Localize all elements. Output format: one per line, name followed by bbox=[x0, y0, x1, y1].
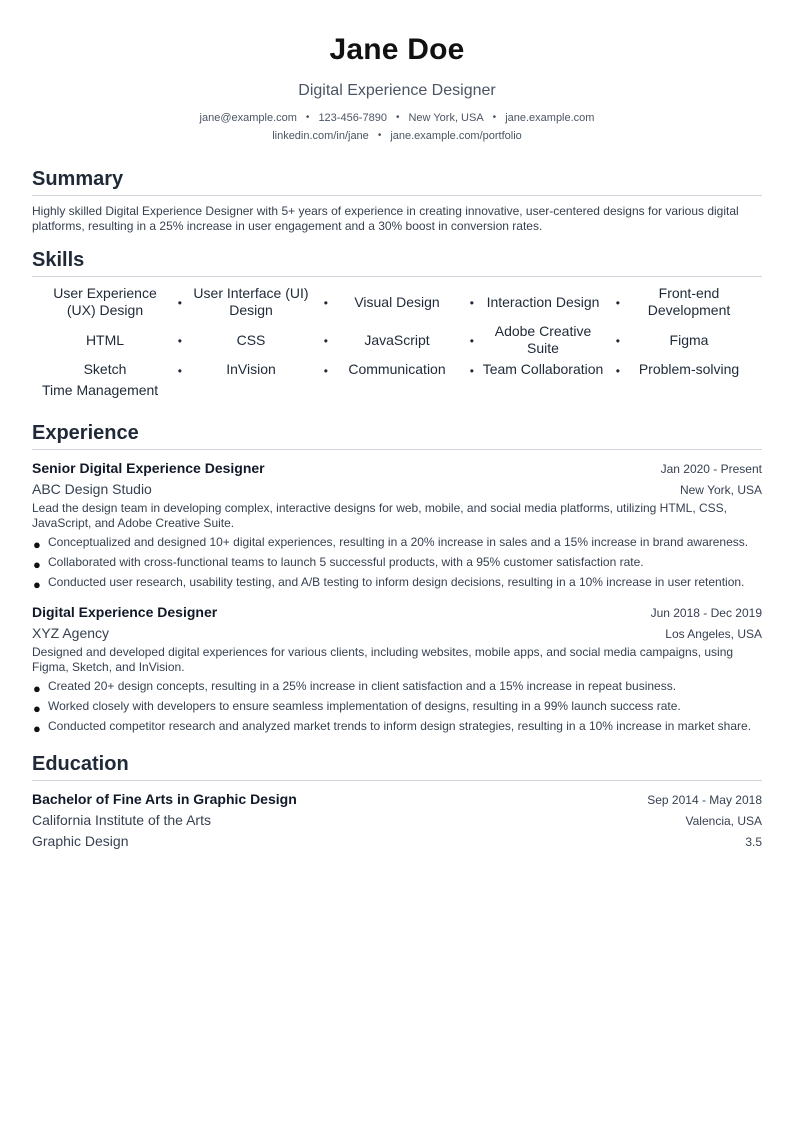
bullet-icon: ● bbox=[33, 577, 41, 592]
job-description: Designed and developed digital experiences for various clients, including websites, mobile apps, and social media campaigns, using Figma, Sketch, and InVision. bbox=[32, 645, 734, 674]
skill-label: Communication bbox=[348, 361, 446, 377]
skill-item bbox=[32, 323, 182, 357]
education-section bbox=[32, 752, 762, 850]
job-title: Senior Digital Experience Designer bbox=[32, 460, 265, 476]
job-company-row bbox=[32, 621, 762, 642]
job-bullet-text: Worked closely with developers to ensure seamless implementation of designs, resulting in a 99% launch success rate. bbox=[48, 699, 681, 713]
skill-item bbox=[32, 382, 178, 399]
summary-text: Highly skilled Digital Experience Designer with 5+ years of experience in creating innovative, user-centered designs for various digital platforms, resulting in a 25% increase in user engagement and a 30% boost in conversion rates. bbox=[32, 204, 739, 233]
bullet-icon: • bbox=[323, 296, 328, 311]
skill-item bbox=[616, 323, 762, 357]
skill-label: InVision bbox=[226, 361, 276, 377]
job-bullet-text: Conducted competitor research and analyzed market trends to inform design strategies, resulting in a 10% increase in market share. bbox=[48, 719, 752, 733]
skills-section bbox=[32, 248, 762, 403]
skill-label: User Experience (UX) Design bbox=[53, 285, 157, 318]
job-company: ABC Design Studio bbox=[32, 481, 152, 497]
contact-portfolio[interactable]: jane.example.com/portfolio bbox=[390, 130, 522, 142]
bullet-icon: • bbox=[177, 334, 182, 349]
skill-item bbox=[32, 285, 182, 319]
job-bullets bbox=[32, 535, 762, 590]
skill-label: Front-end Development bbox=[647, 285, 731, 318]
bullet-icon: ● bbox=[33, 721, 41, 736]
job-bullet-text: Collaborated with cross-functional teams to launch 5 successful products, with a 95% customer satisfaction rate. bbox=[48, 555, 644, 569]
education-gpa: 3.5 bbox=[745, 835, 762, 849]
bullet-icon: • bbox=[469, 296, 474, 311]
bullet-icon: ● bbox=[33, 557, 41, 572]
education-degree: Bachelor of Fine Arts in Graphic Design bbox=[32, 791, 297, 807]
education-location: Valencia, USA bbox=[685, 814, 762, 828]
contact-email[interactable]: jane@example.com bbox=[199, 112, 297, 124]
skill-item bbox=[178, 361, 328, 378]
job-header-row bbox=[32, 460, 762, 477]
contact-separator: • bbox=[377, 130, 382, 141]
job-header-row bbox=[32, 604, 762, 621]
contact-separator: • bbox=[395, 112, 400, 123]
skill-label: Time Management bbox=[42, 382, 159, 398]
resume-header bbox=[32, 0, 762, 143]
skill-label: Sketch bbox=[83, 361, 127, 377]
bullet-icon: • bbox=[469, 363, 474, 378]
bullet-icon: • bbox=[323, 334, 328, 349]
summary-section bbox=[32, 167, 762, 234]
education-school: California Institute of the Arts bbox=[32, 812, 211, 828]
skill-label: Figma bbox=[669, 331, 709, 348]
skill-label: Problem-solving bbox=[638, 361, 740, 377]
contact-location: New York, USA bbox=[408, 112, 484, 124]
bullet-icon: • bbox=[323, 363, 328, 378]
bullet-icon: • bbox=[177, 363, 182, 378]
contact-linkedin[interactable]: linkedin.com/in/jane bbox=[272, 130, 369, 142]
skill-label: User Interface (UI) Design bbox=[193, 285, 309, 318]
job-company-row bbox=[32, 477, 762, 498]
summary-heading: Summary bbox=[32, 167, 762, 196]
skill-item bbox=[324, 323, 474, 357]
skill-item bbox=[178, 323, 328, 357]
job-bullet-text: Conceptualized and designed 10+ digital experiences, resulting in a 20% increase in sales and a 15% increase in brand awareness. bbox=[48, 535, 749, 549]
skill-label: Team Collaboration bbox=[482, 361, 604, 377]
education-field: Graphic Design bbox=[32, 833, 129, 849]
job-description: Lead the design team in developing complex, interactive designs for web, mobile, and social media platforms, utilizing HTML, CSS, JavaScript, and Adobe Creative Suite. bbox=[32, 501, 728, 530]
bullet-icon: ● bbox=[33, 701, 41, 716]
job-entry bbox=[32, 460, 762, 590]
contact-website[interactable]: jane.example.com bbox=[505, 112, 595, 124]
skill-label: HTML bbox=[85, 331, 125, 348]
job-location: Los Angeles, USA bbox=[665, 627, 762, 641]
skill-item bbox=[324, 361, 474, 378]
job-dates: Jun 2018 - Dec 2019 bbox=[650, 606, 762, 620]
job-bullet-text: Conducted user research, usability testing, and A/B testing to inform design decisions, resulting in a 10% increase in user retention. bbox=[48, 575, 745, 589]
skill-item bbox=[616, 285, 762, 319]
skill-item bbox=[32, 361, 182, 378]
job-bullet bbox=[32, 699, 762, 714]
bullet-icon: ● bbox=[33, 537, 41, 552]
job-bullet bbox=[32, 719, 762, 734]
job-entry bbox=[32, 604, 762, 734]
skill-item bbox=[470, 285, 620, 319]
bullet-icon: • bbox=[615, 334, 620, 349]
contact-row-secondary bbox=[32, 129, 762, 143]
candidate-title: Digital Experience Designer bbox=[298, 82, 496, 99]
contact-separator: • bbox=[492, 112, 497, 123]
skill-label: CSS bbox=[236, 331, 266, 348]
skill-label: Visual Design bbox=[354, 293, 440, 310]
bullet-icon: • bbox=[615, 363, 620, 378]
experience-section bbox=[32, 421, 762, 734]
bullet-icon: ● bbox=[33, 681, 41, 696]
contact-phone[interactable]: 123-456-7890 bbox=[318, 112, 387, 124]
job-bullet bbox=[32, 679, 762, 694]
education-degree-row bbox=[32, 791, 762, 808]
skill-label: Adobe Creative Suite bbox=[494, 323, 592, 356]
resume-page bbox=[32, 0, 762, 850]
job-title: Digital Experience Designer bbox=[32, 604, 218, 620]
job-bullet bbox=[32, 535, 762, 550]
education-entry bbox=[32, 791, 762, 850]
education-school-row bbox=[32, 808, 762, 829]
experience-heading: Experience bbox=[32, 421, 762, 450]
skill-label: JavaScript bbox=[364, 331, 430, 348]
job-bullets bbox=[32, 679, 762, 734]
job-bullet bbox=[32, 555, 762, 570]
job-location: New York, USA bbox=[679, 483, 762, 497]
education-field-row bbox=[32, 829, 762, 850]
skill-item bbox=[178, 285, 328, 319]
job-bullet bbox=[32, 575, 762, 590]
skills-heading: Skills bbox=[32, 248, 762, 277]
bullet-icon: • bbox=[469, 334, 474, 349]
contact-row-primary bbox=[32, 111, 762, 125]
skill-item bbox=[616, 361, 762, 378]
education-heading: Education bbox=[32, 752, 762, 781]
bullet-icon: • bbox=[615, 296, 620, 311]
skill-item bbox=[324, 285, 474, 319]
job-company: XYZ Agency bbox=[32, 625, 110, 641]
skill-item bbox=[470, 323, 620, 357]
contact-separator: • bbox=[305, 112, 310, 123]
education-dates: Sep 2014 - May 2018 bbox=[647, 793, 762, 807]
bullet-icon: • bbox=[177, 296, 182, 311]
skills-grid bbox=[32, 285, 762, 403]
skill-item bbox=[470, 361, 620, 378]
candidate-name: Jane Doe bbox=[329, 33, 465, 66]
job-dates: Jan 2020 - Present bbox=[660, 462, 762, 476]
skill-label: Interaction Design bbox=[486, 293, 600, 310]
job-bullet-text: Created 20+ design concepts, resulting in a 25% increase in client satisfaction and a 15% increase in repeat business. bbox=[48, 679, 677, 693]
